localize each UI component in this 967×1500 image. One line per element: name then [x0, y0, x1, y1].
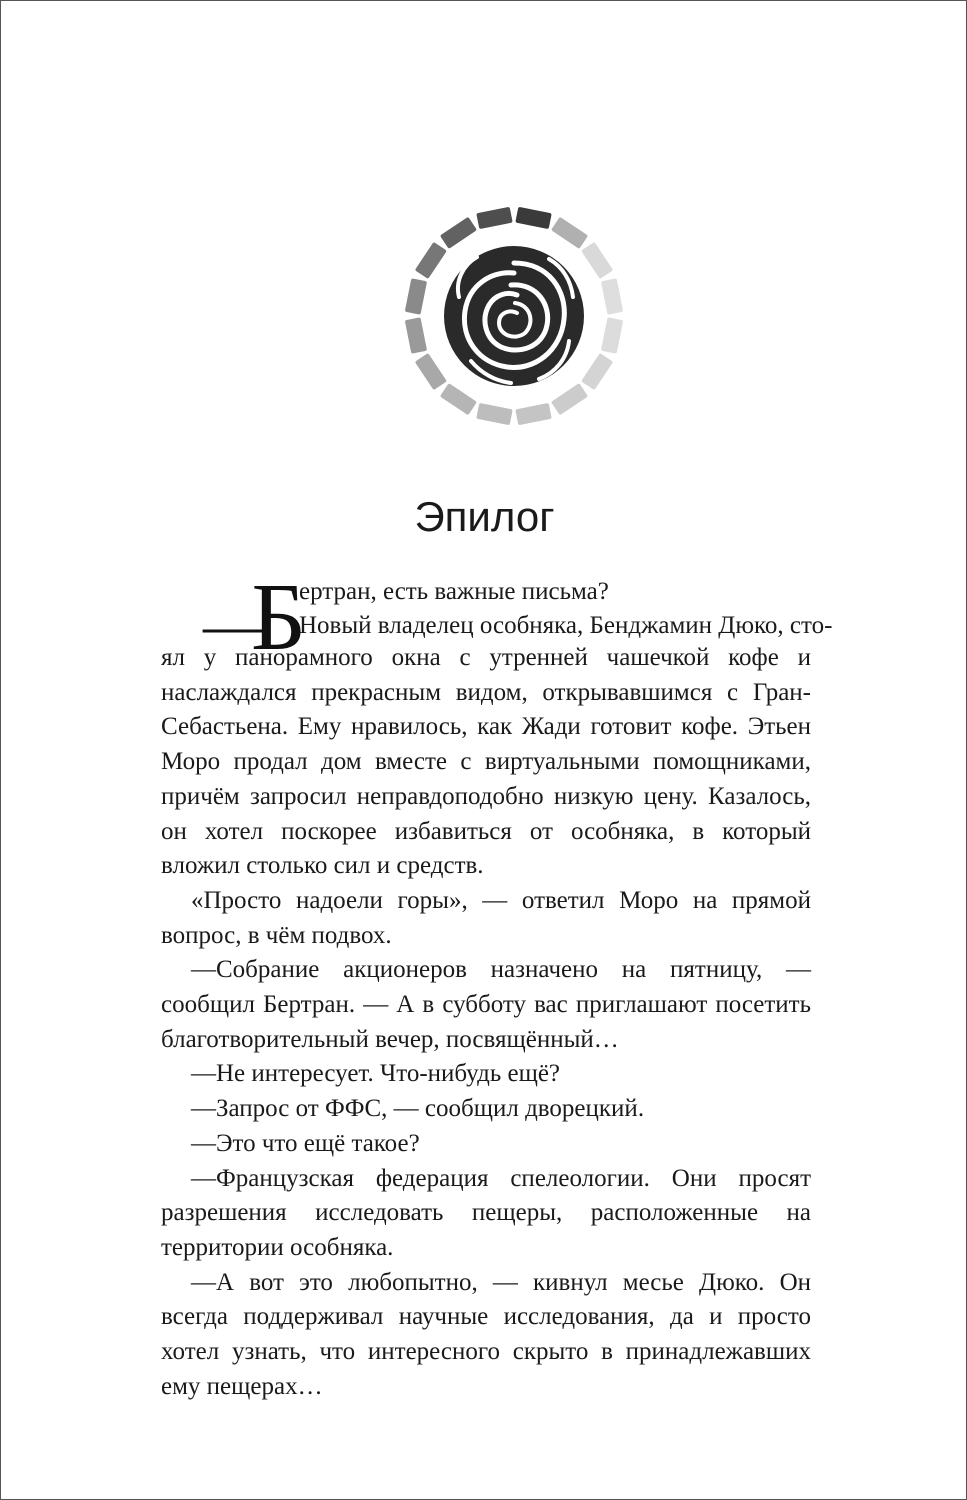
opening-paragraph: [161, 563, 833, 670]
ring-segment: [405, 317, 427, 353]
dropcap-dash: —: [203, 592, 263, 658]
ring-segment: [415, 353, 447, 390]
paragraph: —Это что ещё такое?: [191, 1129, 420, 1157]
paragraph: —Запрос от ФФС, — сообщил дворецкий.: [191, 1095, 645, 1123]
ring-segment: [581, 353, 613, 390]
rose-emblem-icon: [399, 201, 629, 431]
paragraph: «Просто надоели горы», — ответил Моро на прямой вопрос, в чём подвох.: [161, 886, 811, 949]
rose-icon: [444, 246, 584, 386]
ring-segment: [551, 383, 588, 415]
ring-segment: [601, 278, 623, 314]
ring-segment: [551, 217, 588, 249]
dropcap-line-2: Новый владелец особняка, Бенджамин Дюко, сто-: [299, 612, 833, 639]
ring-segment: [415, 242, 447, 279]
paragraph: —Не интересует. Что-нибудь ещё?: [191, 1060, 561, 1088]
dropcap-letter: Б: [251, 563, 307, 670]
ring-segment: [405, 278, 427, 314]
ring-segment: [515, 403, 551, 425]
ring-segment: [440, 217, 477, 249]
ring-segment: [515, 207, 551, 229]
paragraph: —Собрание акционеров назначено на пятницу, — сообщил Бертран. — А в субботу вас приглашают посетить благотворительный вечер, посвящённый…: [161, 956, 811, 1053]
body-text: [161, 641, 811, 1404]
ring-segment: [601, 317, 623, 353]
ring-segment: [476, 403, 512, 425]
paragraph: —Французская федерация спелеологии. Они просят разрешения исследовать пещеры, расположенные на территории особняка.: [161, 1164, 811, 1261]
ring-segment: [440, 383, 477, 415]
ring-segment: [476, 207, 512, 229]
chapter-title: Эпилог: [414, 493, 555, 540]
dropcap-line-1: ертран, есть важные письма?: [299, 578, 609, 605]
paragraph: —А вот это любопытно, — кивнул месье Дюко. Он всегда поддерживал научные исследования, да и просто хотел узнать, что интересного скрыто в принадлежавших ему пещерах…: [161, 1268, 811, 1400]
paragraph: ял у панорамного окна с утренней чашечкой кофе и наслаждался прекрасным видом, открывавшимся с Гран-Себастьена. Ему нравилось, как Жади готовит кофе. Этьен Моро продал дом вместе с виртуальными помощниками, причём запросил неправдоподобно низкую цену. Казалось, он хотел поскорее избавиться от особняка, в который вложил столько сил и средств.: [161, 644, 811, 880]
ring-segment: [581, 242, 613, 279]
